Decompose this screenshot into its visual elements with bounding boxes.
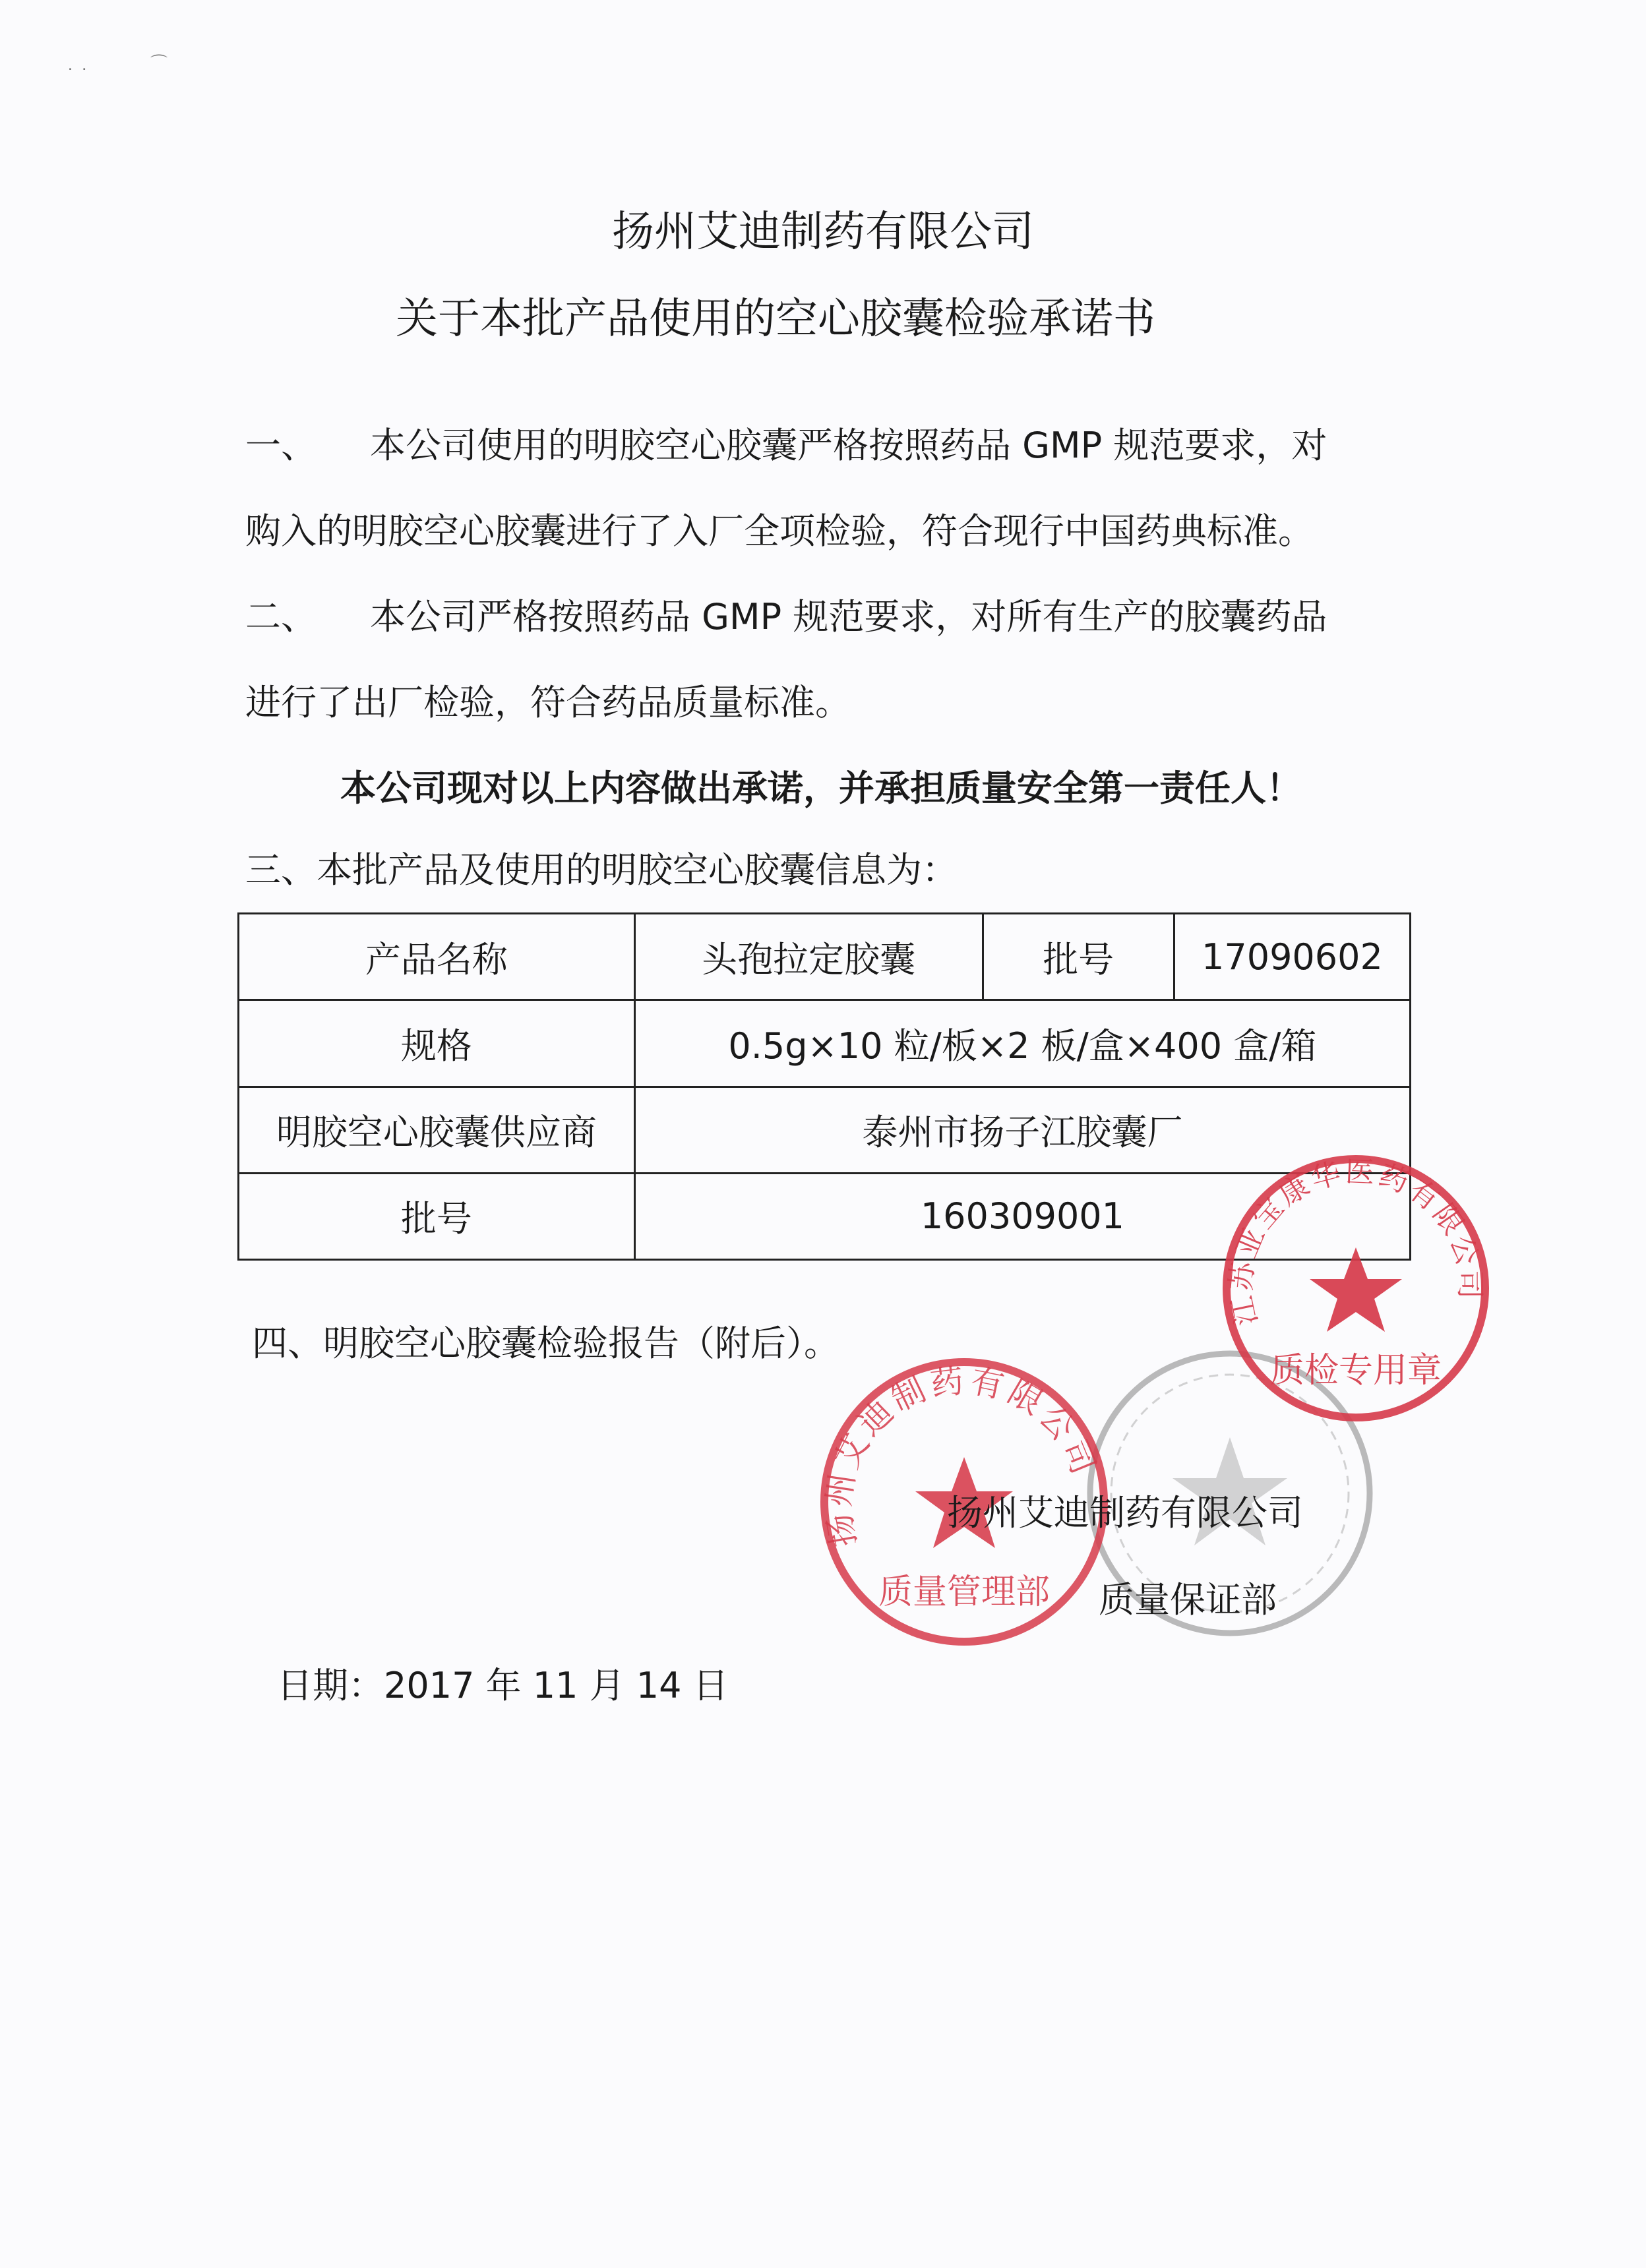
spec-value: 0.5g×10 粒/板×2 板/盒×400 盒/箱	[634, 1000, 1410, 1087]
commitment-statement: 本公司现对以上内容做出承诺，并承担质量安全第一责任人！	[340, 767, 1302, 809]
item-4: 四、明胶空心胶囊检验报告（附后）。	[252, 1323, 839, 1364]
batch-label: 批号	[983, 914, 1174, 1000]
scan-speck: ⌒	[150, 54, 168, 74]
spec-label: 规格	[239, 1000, 635, 1087]
company-title: 扬州艾迪制药有限公司	[612, 208, 1034, 256]
seal-inner-text: 质检专用章	[1269, 1351, 1442, 1390]
table-row	[239, 1000, 1411, 1087]
item-2-line-2: 进行了出厂检验，符合药品质量标准。	[245, 682, 851, 723]
scan-speck: ˙ ˙	[66, 66, 89, 86]
signature-department: 质量保证部	[1099, 1579, 1277, 1621]
supplier-label: 明胶空心胶囊供应商	[239, 1087, 635, 1173]
item-2-line-1: 二、 本公司严格按照药品 GMP 规范要求，对所有生产的胶囊药品	[245, 596, 1327, 638]
capsule-batch-label: 批号	[239, 1173, 635, 1259]
capsule-batch-value: 160309001	[634, 1173, 1410, 1259]
quality-inspection-seal	[1217, 1150, 1494, 1427]
item-1-line-2: 购入的明胶空心胶囊进行了入厂全项检验，符合现行中国药典标准。	[245, 510, 1314, 552]
seal-inner-text: 质量管理部	[878, 1572, 1051, 1612]
seal-outer-text: 江苏亚宝康华医药有限公司	[1224, 1154, 1487, 1328]
table-row	[239, 914, 1411, 1000]
product-name-label: 产品名称	[239, 914, 635, 1000]
seal-outer-text: 扬州艾迪制药有限公司	[819, 1361, 1105, 1550]
document-date: 日期：2017 年 11 月 14 日	[277, 1665, 729, 1706]
item-3: 三、本批产品及使用的明胶空心胶囊信息为：	[245, 849, 958, 891]
batch-value: 17090602	[1174, 914, 1410, 1000]
product-name-value: 头孢拉定胶囊	[634, 914, 983, 1000]
signature-company: 扬州艾迪制药有限公司	[947, 1492, 1303, 1534]
item-1-line-1: 一、 本公司使用的明胶空心胶囊严格按照药品 GMP 规范要求，对	[245, 425, 1327, 466]
document-title: 关于本批产品使用的空心胶囊检验承诺书	[396, 295, 1155, 343]
supplier-value: 泰州市扬子江胶囊厂	[634, 1087, 1410, 1173]
